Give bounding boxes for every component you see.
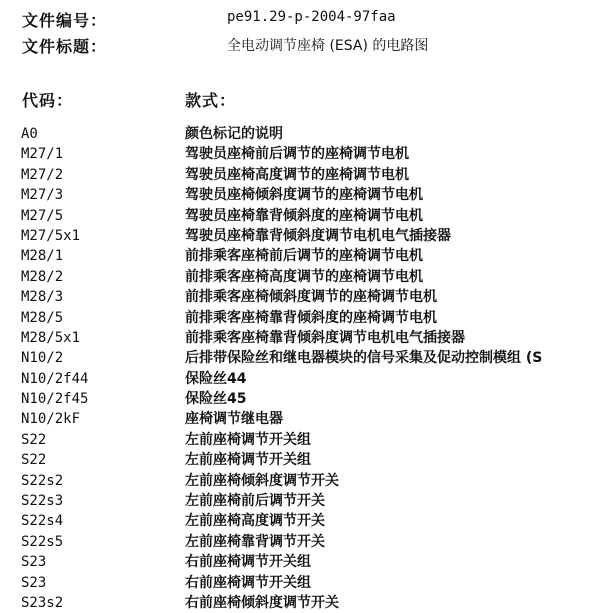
item-code: S22	[21, 431, 47, 448]
item-description: 后排带保险丝和继电器模块的信号采集及促动控制模组 (S	[185, 350, 543, 367]
list-item	[0, 144, 602, 164]
list-item	[0, 552, 602, 572]
item-code: M27/5	[21, 207, 64, 224]
description-column-header: 款式：	[185, 91, 237, 110]
item-code: M28/1	[21, 248, 64, 265]
list-item	[0, 124, 602, 144]
list-item	[0, 185, 602, 205]
item-description: 座椅调节继电器	[185, 411, 283, 428]
item-description: 右前座椅调节开关组	[185, 554, 311, 571]
list-item	[0, 226, 602, 246]
doc-title-label: 文件标题：	[22, 37, 108, 56]
item-code: S23s2	[21, 594, 64, 611]
item-description: 前排乘客座椅倾斜度调节的座椅调节电机	[185, 289, 437, 306]
doc-number-value: pe91.29-p-2004-97faa	[227, 9, 396, 25]
item-code: S22	[21, 452, 47, 469]
code-list	[0, 124, 602, 613]
list-item	[0, 328, 602, 348]
item-code: M28/2	[21, 268, 64, 285]
item-code: A0	[21, 126, 38, 142]
item-code: M27/5x1	[21, 227, 81, 244]
list-item	[0, 287, 602, 307]
list-item	[0, 409, 602, 429]
item-description: 右前座椅倾斜度调节开关	[185, 594, 339, 611]
list-item	[0, 593, 602, 613]
item-code: M27/1	[21, 146, 64, 163]
item-code: S23	[21, 574, 47, 591]
item-description: 左前座椅前后调节开关	[185, 493, 325, 510]
list-item	[0, 471, 602, 491]
list-item	[0, 165, 602, 185]
item-code: M28/5x1	[21, 329, 81, 346]
item-code: N10/2f45	[21, 391, 89, 408]
item-description: 驾驶员座椅靠背倾斜度的座椅调节电机	[185, 207, 423, 224]
list-item	[0, 532, 602, 552]
item-code: M28/5	[21, 309, 64, 326]
item-description: 右前座椅调节开关组	[185, 574, 311, 591]
item-description: 左前座椅倾斜度调节开关	[185, 472, 339, 489]
list-item	[0, 369, 602, 389]
item-description: 前排乘客座椅靠背倾斜度调节电机电气插接器	[185, 329, 465, 346]
list-item	[0, 348, 602, 368]
list-item	[0, 573, 602, 593]
item-code: S22s4	[21, 513, 64, 530]
item-description: 驾驶员座椅倾斜度调节的座椅调节电机	[185, 187, 423, 204]
item-code: S22s2	[21, 472, 64, 489]
item-description: 保险丝45	[185, 391, 247, 408]
item-description: 颜色标记的说明	[185, 126, 283, 142]
doc-title-value: 全电动调节座椅 (ESA) 的电路图	[227, 38, 429, 54]
list-item	[0, 491, 602, 511]
item-description: 驾驶员座椅前后调节的座椅调节电机	[185, 146, 409, 163]
item-description: 前排乘客座椅前后调节的座椅调节电机	[185, 248, 423, 265]
code-column-header: 代码：	[22, 91, 74, 110]
item-code: S23	[21, 554, 47, 571]
item-description: 驾驶员座椅高度调节的座椅调节电机	[185, 166, 409, 183]
item-code: S22s5	[21, 533, 64, 550]
item-description: 前排乘客座椅高度调节的座椅调节电机	[185, 268, 423, 285]
doc-number-label: 文件编号：	[22, 11, 108, 30]
item-code: M27/2	[21, 166, 64, 183]
item-description: 左前座椅调节开关组	[185, 431, 311, 448]
item-description: 左前座椅高度调节开关	[185, 513, 325, 530]
item-description: 左前座椅调节开关组	[185, 452, 311, 469]
item-code: N10/2f44	[21, 370, 89, 387]
item-description: 左前座椅靠背调节开关	[185, 533, 325, 550]
item-code: M28/3	[21, 289, 64, 306]
list-item	[0, 267, 602, 287]
item-code: M27/3	[21, 187, 64, 204]
list-item	[0, 246, 602, 266]
item-code: S22s3	[21, 493, 64, 510]
list-item	[0, 206, 602, 226]
list-item	[0, 511, 602, 531]
item-description: 保险丝44	[185, 370, 247, 387]
list-item	[0, 430, 602, 450]
item-description: 前排乘客座椅靠背倾斜度的座椅调节电机	[185, 309, 437, 326]
item-code: N10/2kF	[21, 411, 81, 428]
list-item	[0, 450, 602, 470]
list-item	[0, 389, 602, 409]
item-code: N10/2	[21, 350, 64, 367]
item-description: 驾驶员座椅靠背倾斜度调节电机电气插接器	[185, 227, 451, 244]
list-item	[0, 308, 602, 328]
